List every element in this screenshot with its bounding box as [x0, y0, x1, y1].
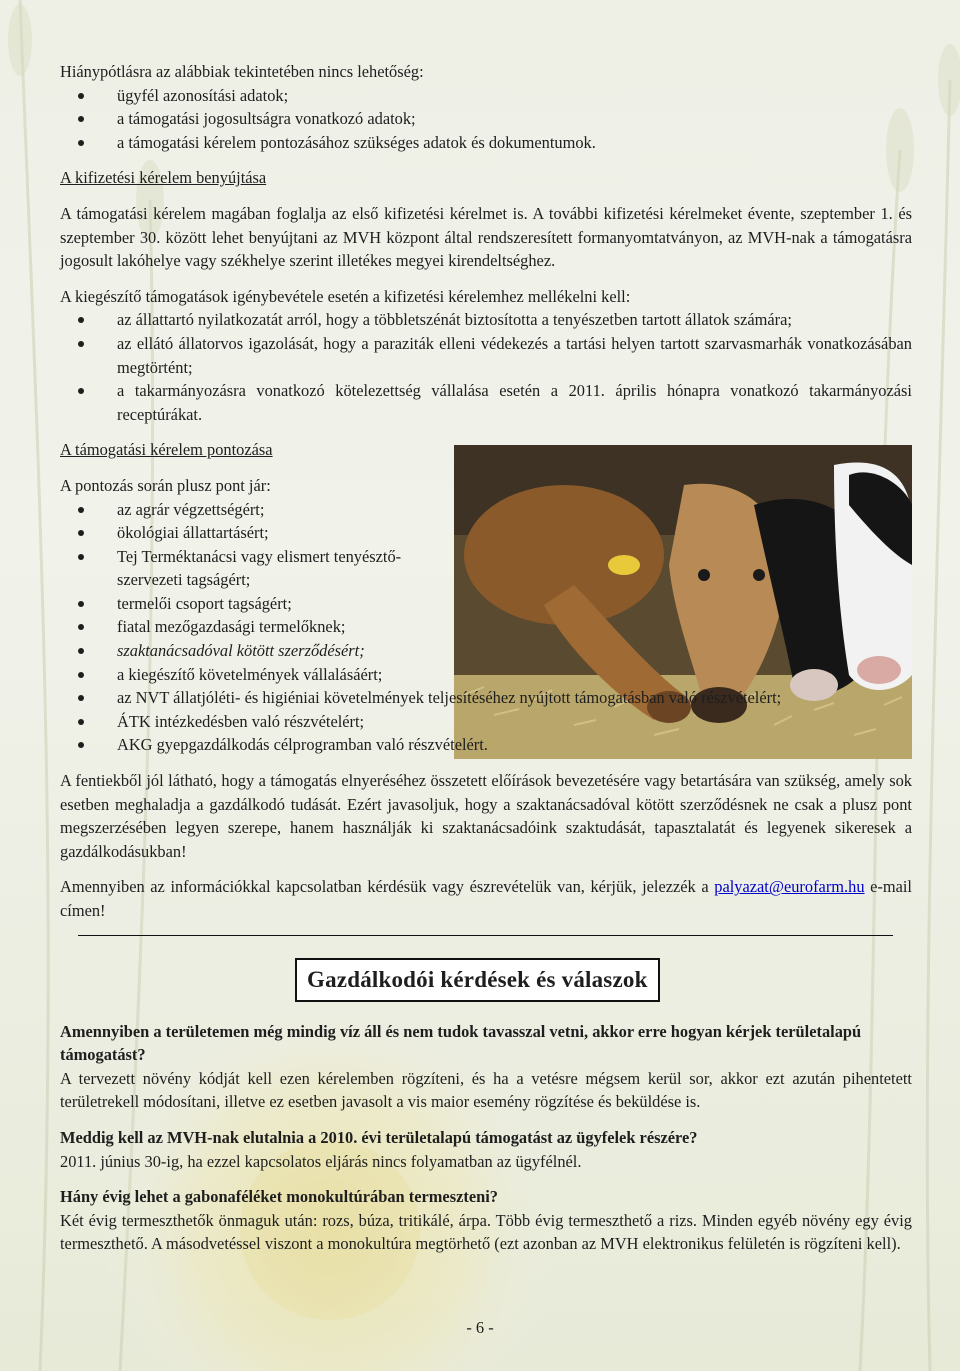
payment-paragraph: A támogatási kérelem magában foglalja az első kifizetési kérelmet is. A további kifizetési kérelmeket évente, szeptember 1. és szeptember 30. között lehet benyújtani az MVH központ által rendszeresített formanyomtatványon, az MVH-nak a támogatásra jogosult lakóhelye vagy székhelye szerint illetékes megyei kirendeltséghez. — [60, 203, 912, 271]
intro-line: Hiánypótlásra az alábbiak tekintetében nincs lehetőség: — [60, 62, 424, 81]
list-item: a támogatási jogosultságra vonatkozó adatok; — [60, 107, 912, 131]
contact-paragraph — [60, 875, 912, 922]
section-heading-scoring: A támogatási kérelem pontozása — [60, 440, 273, 460]
divider — [78, 935, 893, 936]
list-item: az agrár végzettségért; — [60, 498, 912, 522]
scoring-list — [60, 498, 912, 758]
list-item: szaktanácsadóval kötött szerződésért; — [60, 639, 912, 663]
list-item: AKG gyepgazdálkodás célprogramban való részvételért. — [60, 733, 912, 757]
email-link[interactable]: palyazat@eurofarm.hu — [714, 877, 865, 897]
question: Hány évig lehet a gabonaféléket monokultúrában termeszteni? — [60, 1187, 498, 1207]
list-item: az ellátó állatorvos igazolását, hogy a paraziták elleni védekezés a tartási helyen tartott szarvasmarhák vonatkozásában megtörtént; — [60, 332, 912, 379]
list-item: termelői csoport tagságért; — [60, 592, 912, 616]
list-item: a kiegészítő követelmények vállalásáért; — [60, 663, 912, 687]
list-item: ökológiai állattartásért; — [60, 521, 912, 545]
page-number: - 6 - — [466, 1318, 494, 1337]
answer: 2011. június 30-ig, ha ezzel kapcsolatos eljárás nincs folyamatban az ügyfélnél. — [60, 1151, 582, 1171]
question: Meddig kell az MVH-nak elutalnia a 2010. évi területalapú támogatást az ügyfelek részére? — [60, 1127, 698, 1147]
contact-text-end: e-mail címen! — [60, 877, 912, 920]
list-item: Tej Terméktanácsi vagy elismert tenyésztő-szervezeti tagságért; — [60, 545, 447, 592]
list-item: ÁTK intézkedésben való részvételért; — [60, 710, 912, 734]
list-item: az NVT állatjóléti- és higiéniai követelmények teljesítéséhez nyújtott támogatásban való részvételért; — [60, 686, 912, 710]
section-heading-payment: A kifizetési kérelem benyújtása — [60, 168, 267, 188]
scoring-intro: A pontozás során plusz pont jár: — [60, 475, 271, 495]
answer: Két évig termeszthetők önmaguk után: rozs, búza, tritikálé, árpa. Több évig termeszthető a rizs. Minden egyéb növény egy évig termeszthető. A másodvetéssel viszont a monokultúra megtörhető (ezt azonban az MVH elektronikus felületén is rögzíteni kell). — [60, 1210, 912, 1254]
supplement-list — [60, 308, 912, 426]
supplement-intro: A kiegészítő támogatások igénybevétele esetén a kifizetési kérelemhez mellékelni kell: — [60, 286, 631, 306]
qa-title: Gazdálkodói kérdések és válaszok — [295, 958, 660, 1002]
page-content — [60, 60, 912, 1256]
no-fix-list — [60, 84, 912, 155]
list-item: ügyfél azonosítási adatok; — [60, 84, 912, 108]
list-item: a takarmányozásra vonatkozó kötelezettség vállalása esetén a 2011. április hónapra vonatkozó takarmányozási receptúrákat. — [60, 379, 912, 426]
list-item: fiatal mezőgazdasági termelőknek; — [60, 615, 912, 639]
list-item: az állattartó nyilatkozatát arról, hogy a többletszénát biztosította a tenyészetben tartott állatok számára; — [60, 308, 912, 332]
conclusion-paragraph: A fentiekből jól látható, hogy a támogatás elnyeréséhez összetett előírások bevezetésére vagy betartására van szükség, amely sok esetben meghaladja a gazdálkodó tudását. Ezért javasoljuk, hogy a szaktanácsadóval kötött szerződésnek ne csak a plusz pont megszerzésében legyen szerepe, hanem használják ki szaktanácsadóink szaktudását, tapasztalatát és legyenek sikeresek a gazdálkodásukban! — [60, 771, 912, 861]
contact-text: Amennyiben az információkkal kapcsolatban kérdésük vagy észrevételük van, kérjük, jelezzék a — [60, 877, 709, 897]
list-item: a támogatási kérelem pontozásához szükséges adatok és dokumentumok. — [60, 131, 912, 155]
question: Amennyiben a területemen még mindig víz áll és nem tudok tavasszal vetni, akkor erre hogyan kérjek területalapú támogatást? — [60, 1021, 862, 1065]
answer: A tervezett növény kódját kell ezen kérelemben rögzíteni, és ha a vetésre mégsem kerül sor, akkor ezt azután pihentetett területrekell módosítani, illetve ez esetben javasolt a vis maior esemény rögzítése és beküldése is. — [60, 1068, 912, 1112]
